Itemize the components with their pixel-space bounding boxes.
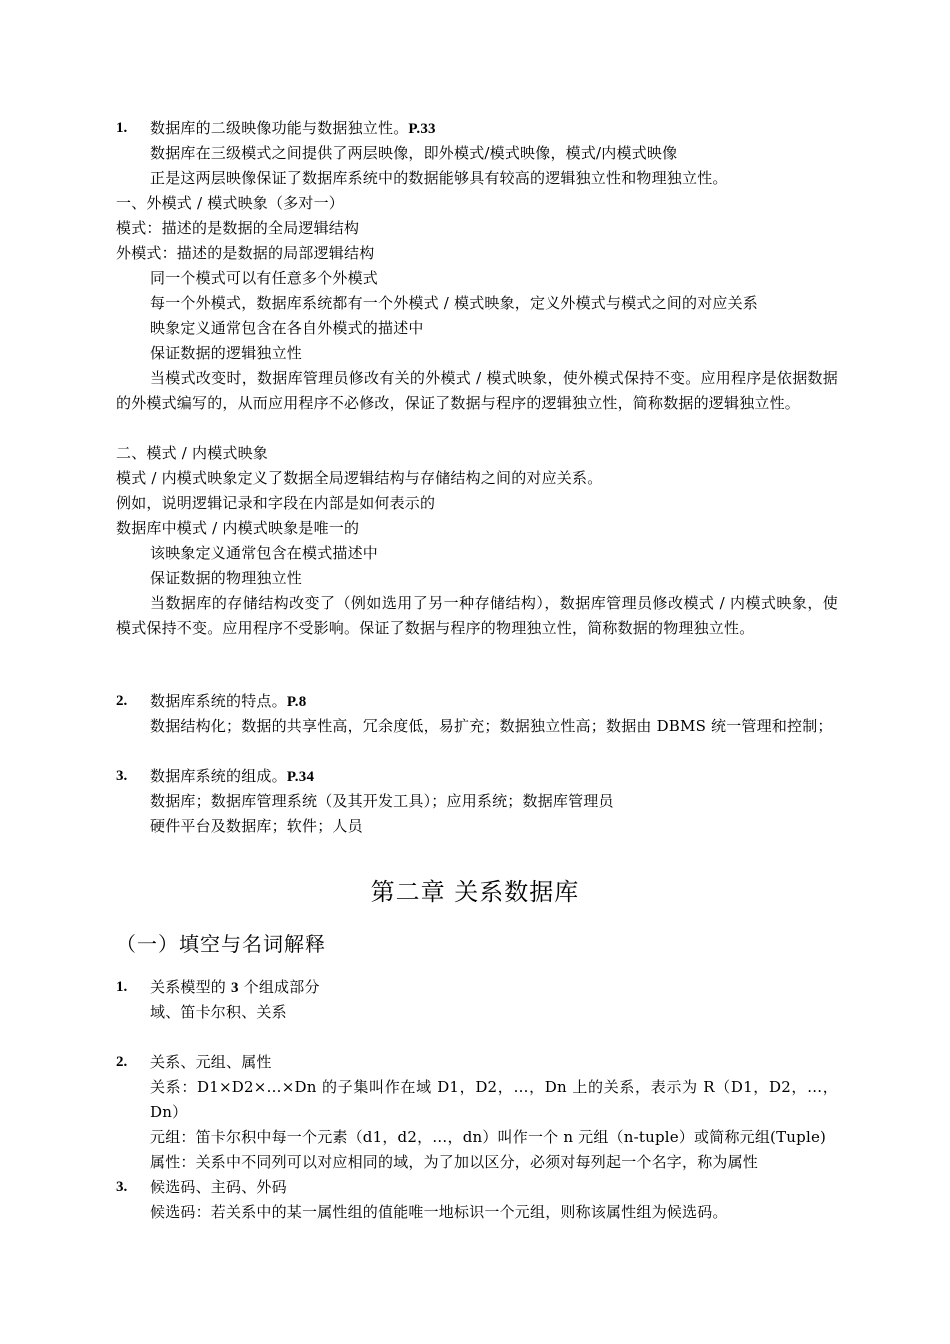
text-line: 域、笛卡尔积、关系 — [150, 1003, 287, 1021]
item-title-number: 3 — [230, 980, 239, 996]
item-number: 3. — [116, 1179, 128, 1195]
definition-tuple: 元组：笛卡尔积中每一个元素（d1，d2，…，dn）叫作一个 n 元组（n-tuple）或简称元组(Tuple) — [150, 1128, 827, 1146]
item-title — [150, 975, 838, 1001]
text-line: 数据库；数据库管理系统（及其开发工具）；应用系统；数据库管理员 — [150, 792, 614, 810]
item-title — [150, 689, 838, 715]
text-line: 正是这两层映像保证了数据库系统中的数据能够具有较高的逻辑独立性和物理独立性。 — [150, 169, 728, 187]
text-line: 外模式：描述的是数据的局部逻辑结构 — [116, 244, 375, 262]
chapter-title: 第二章 关系数据库 — [370, 878, 580, 906]
paragraph: 当数据库的存储结构改变了（例如选用了另一种存储结构），数据库管理员修改模式 / 内模式映象，使模式保持不变。应用程序不受影响。保证了数据与程序的物理独立性，简称数据的物理独立性。 — [116, 594, 838, 637]
text-line: 模式 / 内模式映象定义了数据全局逻辑结构与存储结构之间的对应关系。 — [116, 469, 603, 487]
item-title-text: 个组成部分 — [238, 978, 320, 996]
item-title: 候选码、主码、外码 — [150, 1178, 287, 1196]
text-line: 硬件平台及数据库；软件；人员 — [150, 817, 363, 835]
text-line: 该映象定义通常包含在模式描述中 — [150, 544, 379, 562]
item-number: 2. — [116, 693, 128, 709]
paragraph: 当模式改变时，数据库管理员修改有关的外模式 / 模式映象，使外模式保持不变。应用程序是依据数据的外模式编写的，从而应用程序不必修改，保证了数据与程序的逻辑独立性，简称数据的逻辑独立性。 — [116, 369, 838, 412]
item-number: 3. — [116, 768, 128, 784]
text-line: 例如，说明逻辑记录和字段在内部是如何表示的 — [116, 494, 436, 512]
text-line: 映象定义通常包含在各自外模式的描述中 — [150, 319, 424, 337]
page-reference: P.33 — [408, 121, 436, 137]
text-line: 模式：描述的是数据的全局逻辑结构 — [116, 219, 360, 237]
text-line: 数据库在三级模式之间提供了两层映像，即外模式/模式映像，模式/内模式映像 — [150, 144, 678, 162]
item-title: 关系、元组、属性 — [150, 1053, 272, 1071]
text-line: 同一个模式可以有任意多个外模式 — [150, 269, 379, 287]
paragraph: 数据结构化；数据的共享性高，冗余度低，易扩充；数据独立性高；数据由 DBMS 统一管理和控制； — [150, 717, 833, 735]
section-title: （一）填空与名词解释 — [116, 932, 326, 956]
item-title — [150, 116, 838, 142]
item-title-text: 关系模型的 — [150, 978, 231, 996]
definition-attribute: 属性：关系中不同列可以对应相同的域，为了加以区分，必须对每列起一个名字，称为属性 — [150, 1153, 759, 1171]
item-number: 1. — [116, 120, 128, 136]
text-line: 保证数据的物理独立性 — [150, 569, 303, 587]
subheading: 一、外模式 / 模式映象（多对一） — [116, 194, 344, 212]
definition-relation: 关系：D1×D2×…×Dn 的子集叫作在域 D1，D2，…，Dn 上的关系，表示为 R（D1，D2，…，Dn） — [150, 1078, 838, 1121]
definition-candidate-key: 候选码：若关系中的某一属性组的值能唯一地标识一个元组，则称该属性组为候选码。 — [150, 1203, 728, 1221]
item-title — [150, 764, 838, 790]
page-reference: P.8 — [286, 694, 307, 710]
subheading: 二、模式 / 内模式映象 — [116, 444, 268, 462]
page-reference: P.34 — [286, 769, 315, 785]
item-number: 1. — [116, 979, 128, 995]
text-line: 保证数据的逻辑独立性 — [150, 344, 303, 362]
text-line: 每一个外模式，数据库系统都有一个外模式 / 模式映象，定义外模式与模式之间的对应关系 — [150, 294, 758, 312]
item-title-text: 数据库的二级映像功能与数据独立性。 — [150, 119, 409, 137]
item-title-text: 数据库系统的组成。 — [150, 767, 287, 785]
text-line: 数据库中模式 / 内模式映象是唯一的 — [116, 519, 360, 537]
item-title-text: 数据库系统的特点。 — [150, 692, 287, 710]
item-number: 2. — [116, 1054, 128, 1070]
